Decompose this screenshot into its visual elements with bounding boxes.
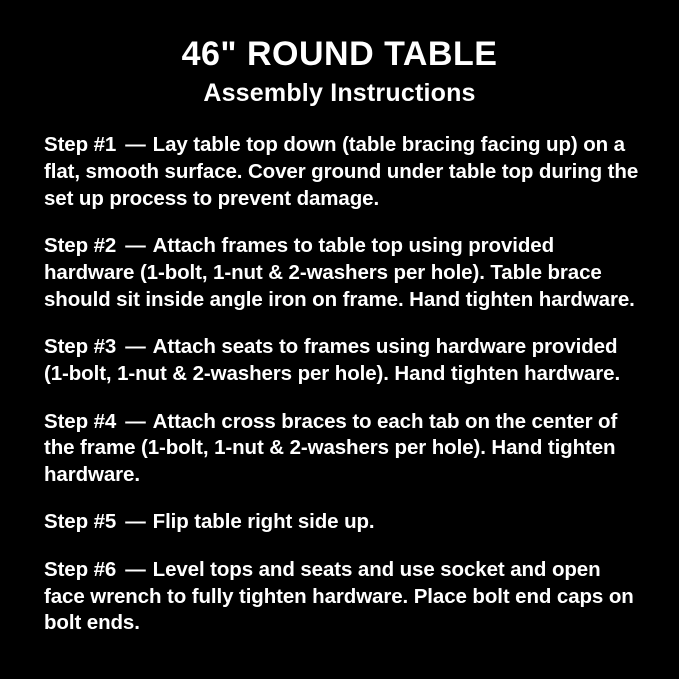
step-4-label: Step #4 [44, 409, 117, 433]
step-5-paragraph [44, 509, 641, 536]
step-4-text: Attach cross braces to each tab on the center of the frame (1-bolt, 1-nut & 2-washers per hole). Hand tighten hardware. [44, 409, 618, 486]
step-2-label: Step #2 [44, 234, 117, 258]
step-3-separator: — [125, 335, 146, 359]
step-3-text: Attach seats to frames using hardware provided (1-bolt, 1-nut & 2-washers per hole). Hand tighten hardware. [44, 335, 621, 385]
step-5-separator: — [125, 510, 146, 534]
step-4-separator: — [125, 409, 146, 433]
step-5-label: Step #5 [44, 510, 117, 534]
step-5-text: Flip table right side up. [152, 510, 375, 534]
step-6-label: Step #6 [44, 558, 117, 582]
step-1-text: Lay table top down (table bracing facing up) on a flat, smooth surface. Cover ground under table top during the set up process to prevent damage. [44, 133, 639, 210]
page-subtitle: Assembly Instructions [203, 79, 476, 108]
steps-list [44, 132, 641, 637]
step-6-separator: — [125, 558, 146, 582]
step-6-text: Level tops and seats and use socket and open face wrench to fully tighten hardware. Place bolt end caps on bolt ends. [44, 558, 634, 635]
page-title: 46" ROUND TABLE [181, 35, 498, 73]
step-2-paragraph [44, 233, 641, 313]
step-6-paragraph [44, 557, 641, 637]
step-2-text: Attach frames to table top using provided hardware (1-bolt, 1-nut & 2-washers per hole). Table brace should sit inside angle iron on frame. Hand tighten hardware. [44, 234, 635, 311]
step-4-paragraph [44, 409, 641, 489]
step-3-paragraph [44, 334, 641, 387]
step-1-paragraph [44, 132, 641, 212]
step-3-label: Step #3 [44, 335, 117, 359]
step-1-label: Step #1 [44, 133, 117, 157]
step-2-separator: — [125, 234, 146, 258]
header [44, 36, 641, 108]
step-1-separator: — [125, 133, 146, 157]
